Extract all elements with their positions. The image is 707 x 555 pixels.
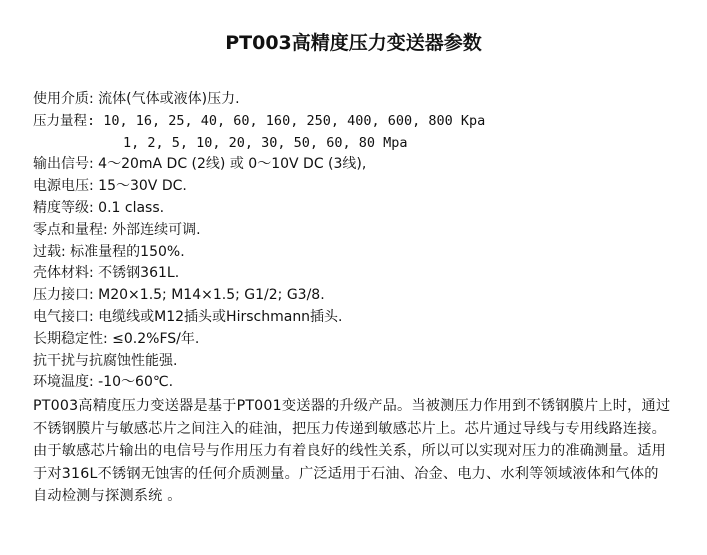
spec-power-supply: 电源电压: 15～30V DC. bbox=[33, 178, 187, 195]
spec-pressure-port: 压力接口: M20×1.5; M14×1.5; G1/2; G3/8. bbox=[33, 287, 325, 304]
spec-ambient-temperature: 环境温度: -10～60℃. bbox=[33, 374, 174, 391]
spec-pressure-range-kpa: 压力量程: 10, 16, 25, 40, 60, 160, 250, 400, 600, 800 Kpa bbox=[33, 112, 486, 129]
product-description: PT003高精度压力变送器是基于PT001变送器的升级产品。当被测压力作用到不锈钢膜片上时，通过不锈钢膜片与敏感芯片之间注入的硅油，把压力传递到敏感芯片上。芯片通过导线与专用线路连接。由于敏感芯片输出的电信号与作用压力有着良好的线性关系，所以可以实现对压力的准确测量。适用于对316L不锈钢无蚀害的任何介质测量。广泛适用于石油、冶金、电力、水利等领域液体和气体的自动检测与探测系统 。 bbox=[33, 398, 671, 505]
spec-output-signal: 输出信号: 4～20mA DC (2线) 或 0～10V DC (3线), bbox=[33, 156, 367, 173]
spec-electrical-connection: 电气接口: 电缆线或M12插头或Hirschmann插头. bbox=[33, 308, 343, 325]
page-title: PT003高精度压力变送器参数 bbox=[225, 32, 482, 54]
spec-overload: 过载: 标准量程的150%. bbox=[33, 243, 185, 260]
spec-long-term-stability: 长期稳定性: ≤0.2%FS/年. bbox=[33, 330, 200, 347]
spec-housing-material: 壳体材料: 不锈钢361L. bbox=[33, 265, 180, 282]
spec-list bbox=[33, 89, 693, 394]
spec-anti-interference: 抗干扰与抗腐蚀性能强. bbox=[33, 352, 178, 369]
spec-accuracy: 精度等级: 0.1 class. bbox=[33, 199, 165, 216]
spec-zero-span: 零点和量程: 外部连续可调. bbox=[33, 221, 201, 238]
spec-pressure-range-mpa: 1, 2, 5, 10, 20, 30, 50, 60, 80 Mpa bbox=[123, 134, 408, 151]
spec-medium: 使用介质: 流体(气体或液体)压力. bbox=[33, 91, 240, 107]
